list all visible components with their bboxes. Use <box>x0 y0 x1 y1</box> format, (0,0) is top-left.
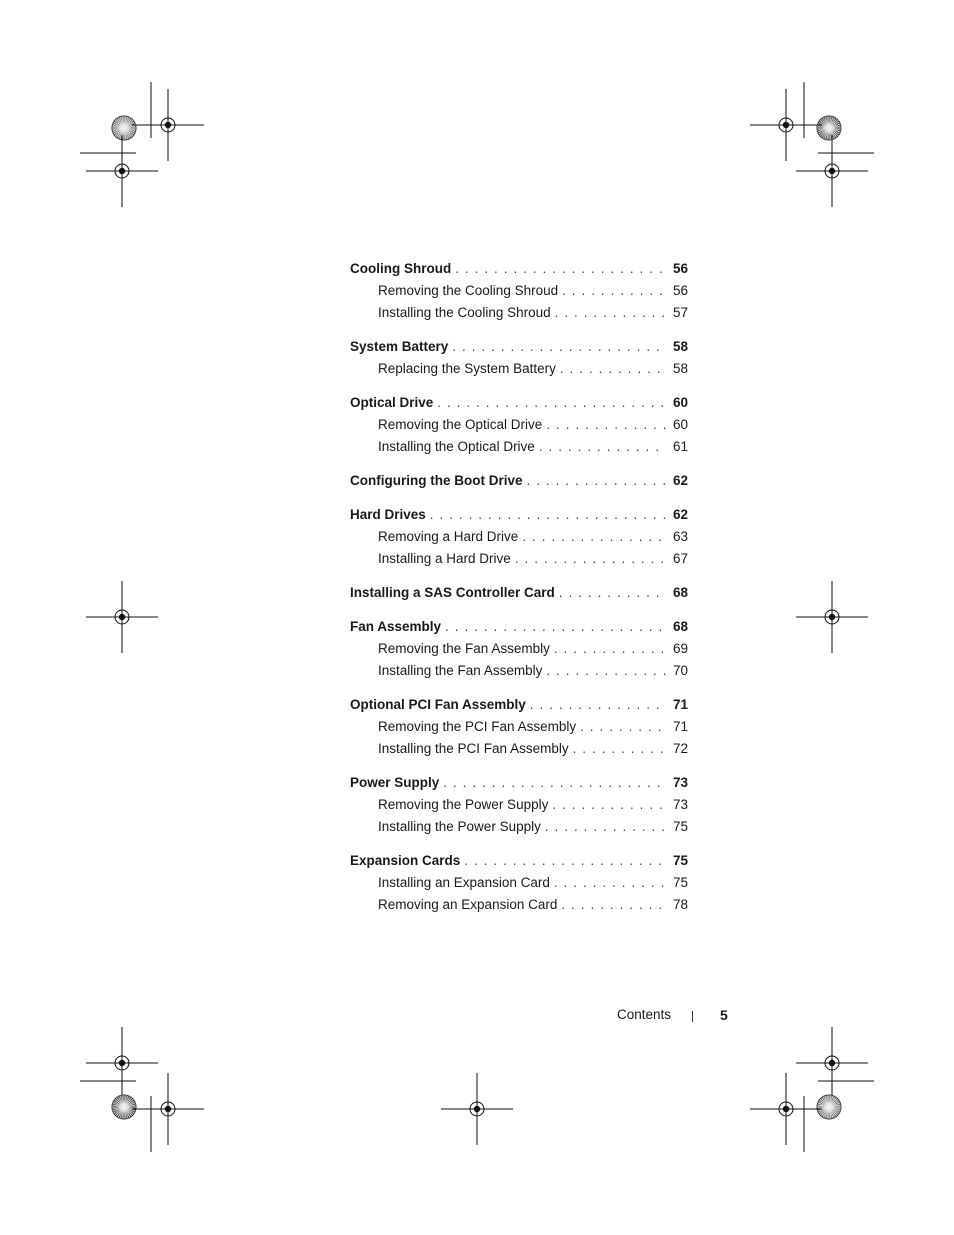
toc-leader-dots <box>573 738 666 760</box>
toc-entry-title: Configuring the Boot Drive <box>350 473 523 488</box>
toc-section <box>350 772 688 838</box>
toc-page-number: 58 <box>672 339 688 354</box>
toc-leader-dots <box>559 582 666 604</box>
toc-page-number: 63 <box>672 529 688 544</box>
toc-entry[interactable] <box>350 336 688 358</box>
toc-entry-title: Replacing the System Battery <box>378 361 556 376</box>
toc-leader-dots <box>522 526 666 548</box>
toc-page-number: 67 <box>672 551 688 566</box>
section-spacer <box>350 760 688 772</box>
toc-page-number: 68 <box>672 585 688 600</box>
toc-subentry[interactable] <box>350 638 688 660</box>
toc-leader-dots <box>539 436 666 458</box>
toc-leader-dots <box>452 336 666 358</box>
toc-entry[interactable] <box>350 258 688 280</box>
toc-leader-dots <box>545 816 666 838</box>
page-footer <box>560 1004 740 1026</box>
section-spacer <box>350 492 688 504</box>
toc-leader-dots <box>530 694 666 716</box>
toc-page-number: 72 <box>672 741 688 756</box>
toc-page-number: 75 <box>672 875 688 890</box>
toc-leader-dots <box>443 772 666 794</box>
toc-leader-dots <box>554 638 666 660</box>
footer-section-label: Contents <box>617 1007 672 1022</box>
toc-section <box>350 392 688 458</box>
toc-page-number: 68 <box>672 619 688 634</box>
toc-subentry[interactable] <box>350 894 688 916</box>
toc-subentry[interactable] <box>350 358 688 380</box>
toc-entry[interactable] <box>350 504 688 526</box>
toc-page-number: 73 <box>672 775 688 790</box>
toc-page-number: 71 <box>672 719 688 734</box>
toc-subentry[interactable] <box>350 738 688 760</box>
toc-entry[interactable] <box>350 694 688 716</box>
toc-entry-title: Installing a SAS Controller Card <box>350 585 555 600</box>
section-spacer <box>350 604 688 616</box>
toc-entry-title: Removing a Hard Drive <box>378 529 519 544</box>
toc-page-number: 60 <box>672 417 688 432</box>
toc-entry-title: Removing the Optical Drive <box>378 417 543 432</box>
toc-subentry[interactable] <box>350 436 688 458</box>
toc-subentry[interactable] <box>350 872 688 894</box>
toc-entry-title: Installing the Power Supply <box>378 819 541 834</box>
toc-page-number: 73 <box>672 797 688 812</box>
toc-page-number: 56 <box>672 283 688 298</box>
toc-subentry[interactable] <box>350 526 688 548</box>
toc-entry-title: Installing the Cooling Shroud <box>378 305 551 320</box>
toc-page-number: 57 <box>672 305 688 320</box>
toc-page-number: 75 <box>672 819 688 834</box>
toc-page-number: 62 <box>672 507 688 522</box>
toc-leader-dots <box>560 358 666 380</box>
toc-subentry[interactable] <box>350 816 688 838</box>
toc-entry-title: Hard Drives <box>350 507 426 522</box>
toc-leader-dots <box>546 414 666 436</box>
toc-entry[interactable] <box>350 850 688 872</box>
toc-entry[interactable] <box>350 616 688 638</box>
toc-entry-title: Installing the PCI Fan Assembly <box>378 741 569 756</box>
toc-leader-dots <box>580 716 666 738</box>
toc-section <box>350 582 688 604</box>
toc-section <box>350 504 688 570</box>
toc-section <box>350 258 688 324</box>
toc-section <box>350 694 688 760</box>
toc-subentry[interactable] <box>350 548 688 570</box>
section-spacer <box>350 682 688 694</box>
toc-entry-title: Installing a Hard Drive <box>378 551 511 566</box>
toc-page-number: 78 <box>672 897 688 912</box>
toc-page-number: 62 <box>672 473 688 488</box>
toc-entry[interactable] <box>350 392 688 414</box>
toc-entry-title: Fan Assembly <box>350 619 442 634</box>
toc-leader-dots <box>527 470 667 492</box>
toc-entry-title: Installing the Fan Assembly <box>378 663 543 678</box>
toc-subentry[interactable] <box>350 660 688 682</box>
toc-subentry[interactable] <box>350 716 688 738</box>
toc-leader-dots <box>561 894 666 916</box>
page-number: 5 <box>720 1007 728 1023</box>
toc-entry[interactable] <box>350 772 688 794</box>
toc-leader-dots <box>445 616 666 638</box>
toc-leader-dots <box>552 794 666 816</box>
toc-section <box>350 616 688 682</box>
toc-leader-dots <box>515 548 666 570</box>
section-spacer <box>350 458 688 470</box>
toc-page-number: 56 <box>672 261 688 276</box>
section-spacer <box>350 838 688 850</box>
toc-section <box>350 470 688 492</box>
toc-entry-title: Installing the Optical Drive <box>378 439 535 454</box>
toc-leader-dots <box>554 872 666 894</box>
toc-page-number: 70 <box>672 663 688 678</box>
table-of-contents <box>350 258 688 916</box>
toc-entry-title: Removing the Fan Assembly <box>378 641 550 656</box>
toc-page-number: 71 <box>672 697 688 712</box>
toc-entry-title: Removing an Expansion Card <box>378 897 558 912</box>
toc-leader-dots <box>562 280 666 302</box>
toc-leader-dots <box>455 258 666 280</box>
toc-subentry[interactable] <box>350 794 688 816</box>
toc-entry-title: System Battery <box>350 339 449 354</box>
toc-entry-title: Power Supply <box>350 775 440 790</box>
toc-section <box>350 336 688 380</box>
toc-entry-title: Optional PCI Fan Assembly <box>350 697 526 712</box>
footer-divider <box>692 1011 693 1022</box>
toc-page-number: 69 <box>672 641 688 656</box>
section-spacer <box>350 324 688 336</box>
toc-page-number: 60 <box>672 395 688 410</box>
section-spacer <box>350 380 688 392</box>
toc-leader-dots <box>464 850 666 872</box>
toc-section <box>350 850 688 916</box>
toc-entry-title: Removing the Power Supply <box>378 797 549 812</box>
toc-page-number: 75 <box>672 853 688 868</box>
toc-entry-title: Removing the Cooling Shroud <box>378 283 559 298</box>
toc-page-number: 58 <box>672 361 688 376</box>
toc-entry-title: Cooling Shroud <box>350 261 452 276</box>
toc-entry-title: Optical Drive <box>350 395 434 410</box>
toc-entry-title: Installing an Expansion Card <box>378 875 550 890</box>
toc-page-number: 61 <box>672 439 688 454</box>
toc-entry-title: Removing the PCI Fan Assembly <box>378 719 577 734</box>
toc-leader-dots <box>555 302 666 324</box>
section-spacer <box>350 570 688 582</box>
toc-entry[interactable] <box>350 582 688 604</box>
toc-entry[interactable] <box>350 470 688 492</box>
toc-subentry[interactable] <box>350 302 688 324</box>
toc-leader-dots <box>546 660 666 682</box>
toc-leader-dots <box>437 392 666 414</box>
toc-subentry[interactable] <box>350 280 688 302</box>
toc-subentry[interactable] <box>350 414 688 436</box>
toc-leader-dots <box>430 504 666 526</box>
toc-entry-title: Expansion Cards <box>350 853 461 868</box>
